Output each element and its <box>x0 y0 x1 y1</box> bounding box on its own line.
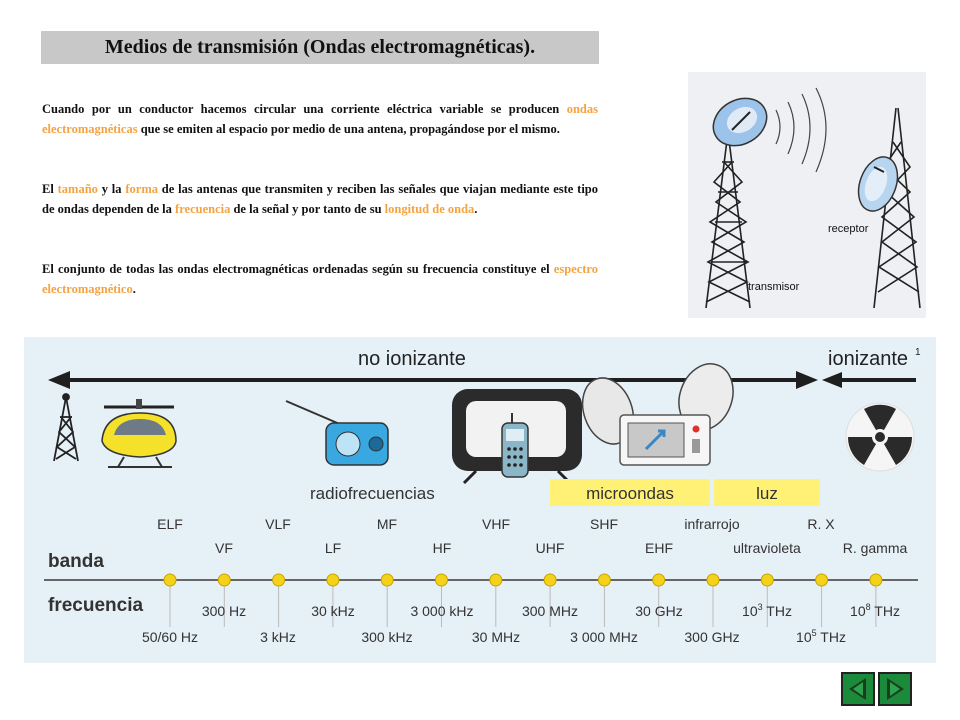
axis-dot <box>653 574 665 586</box>
microwaves-label: microondas <box>586 484 674 503</box>
frequency-label: 300 MHz <box>521 603 579 619</box>
helicopter-icon <box>102 399 176 467</box>
frequency-lower-row <box>142 628 846 645</box>
band-label: VF <box>215 540 233 556</box>
axis-dot <box>761 574 773 586</box>
frequency-label: 50/60 Hz <box>141 629 199 645</box>
ionizing-arrow <box>822 372 916 388</box>
next-button[interactable] <box>878 672 912 706</box>
highlight-term: frecuencia <box>175 202 231 216</box>
highlight-term: longitud de onda <box>384 202 475 216</box>
text: . <box>132 282 136 296</box>
receiver-label: receptor <box>828 223 869 235</box>
band-label: SHF <box>590 516 618 532</box>
band-label: ELF <box>157 516 183 532</box>
band-label: VLF <box>265 516 291 532</box>
frequency-label: 3 000 MHz <box>570 629 638 645</box>
highlight-term: ondas electromagnéticas <box>42 102 598 136</box>
axis-dot <box>544 574 556 586</box>
frequency-label: 30 GHz <box>635 603 683 619</box>
band-label: R. gamma <box>842 540 908 556</box>
axis-dot <box>218 574 230 586</box>
text: que se emiten al espacio por medio de una antena, propagándose por el mismo. <box>137 122 560 136</box>
prev-button[interactable] <box>841 672 875 706</box>
band-label: infrarrojo <box>684 516 740 532</box>
spectrum-diagram <box>24 337 936 663</box>
light-label: luz <box>756 484 778 503</box>
highlight-term: forma <box>125 182 158 196</box>
band-label: R. X <box>807 516 835 532</box>
frequency-label: 300 GHz <box>684 629 740 645</box>
text: de la señal y por tanto de su <box>230 202 385 216</box>
axis-dot <box>273 574 285 586</box>
axis-dot <box>816 574 828 586</box>
frequency-label: 300 Hz <box>201 603 247 619</box>
radiation-icon <box>846 403 914 471</box>
text: Cuando por un conductor hacemos circular una corriente eléctrica variable se producen <box>42 102 567 116</box>
axis-dot <box>327 574 339 586</box>
text: de las antenas que transmiten y reciben las señales que viajan mediante este tipo de ondas dependen de la <box>42 182 599 216</box>
text: y la <box>97 182 126 196</box>
frequency-label: 3 kHz <box>260 629 296 645</box>
highlight-term: espectro electromagnético <box>42 262 598 296</box>
frequency-label: $10^8$ THz <box>850 602 900 619</box>
band-label: VHF <box>482 516 510 532</box>
ionizing-superscript: 1 <box>915 347 921 358</box>
frequency-label: $10^5$ THz <box>796 628 846 645</box>
axis-dot <box>870 574 882 586</box>
mobile-phone-icon <box>502 413 528 477</box>
ionizing-label: ionizante <box>828 348 909 370</box>
band-row-label: banda <box>48 551 104 572</box>
bands-top-row <box>157 516 835 532</box>
intro-paragraph-1 <box>42 99 598 139</box>
frequency-label: 300 kHz <box>361 629 413 645</box>
frequency-label: 30 kHz <box>311 603 355 619</box>
transmitter-label: transmisor <box>748 281 800 293</box>
frequency-upper-row <box>202 602 900 619</box>
axis-dot <box>598 574 610 586</box>
intro-paragraph-3 <box>42 259 598 299</box>
axis-dot <box>707 574 719 586</box>
bands-bottom-row <box>215 540 907 556</box>
antenna-illustration <box>688 72 926 318</box>
next-arrow-icon <box>880 674 910 704</box>
band-label: MF <box>376 516 398 532</box>
radio-icon <box>286 401 388 465</box>
non-ionizing-label: no ionizante <box>358 348 466 370</box>
band-label: ultravioleta <box>733 540 801 556</box>
axis-dot <box>164 574 176 586</box>
intro-paragraph-2 <box>42 179 598 219</box>
axis-dot <box>490 574 502 586</box>
prev-arrow-icon <box>843 674 873 704</box>
microwave-oven-icon <box>620 415 710 465</box>
axis-dot <box>436 574 448 586</box>
frequency-label: 30 MHz <box>471 629 521 645</box>
page-title-bar <box>41 31 599 64</box>
text: . <box>474 202 478 216</box>
radio-tower-icon <box>54 394 78 461</box>
band-label: HF <box>432 540 452 556</box>
spectrum-svg <box>24 337 936 663</box>
frequency-row-label: frecuencia <box>48 595 144 616</box>
page-title: Medios de transmisión (Ondas electromagnéticas). <box>104 36 536 58</box>
frequency-label: 3 000 kHz <box>410 603 474 619</box>
band-label: EHF <box>645 540 673 556</box>
highlight-term: tamaño <box>57 182 98 196</box>
radiofrequencies-label: radiofrecuencias <box>310 484 435 503</box>
band-label: LF <box>324 540 342 556</box>
frequency-label: $10^3$ THz <box>742 602 792 619</box>
antenna-illustration-svg <box>688 72 926 318</box>
text: El <box>42 182 58 196</box>
text: El conjunto de todas las ondas electromagnéticas ordenadas según su frecuencia constituye el <box>42 262 554 276</box>
band-label: UHF <box>535 540 565 556</box>
axis-dot <box>381 574 393 586</box>
